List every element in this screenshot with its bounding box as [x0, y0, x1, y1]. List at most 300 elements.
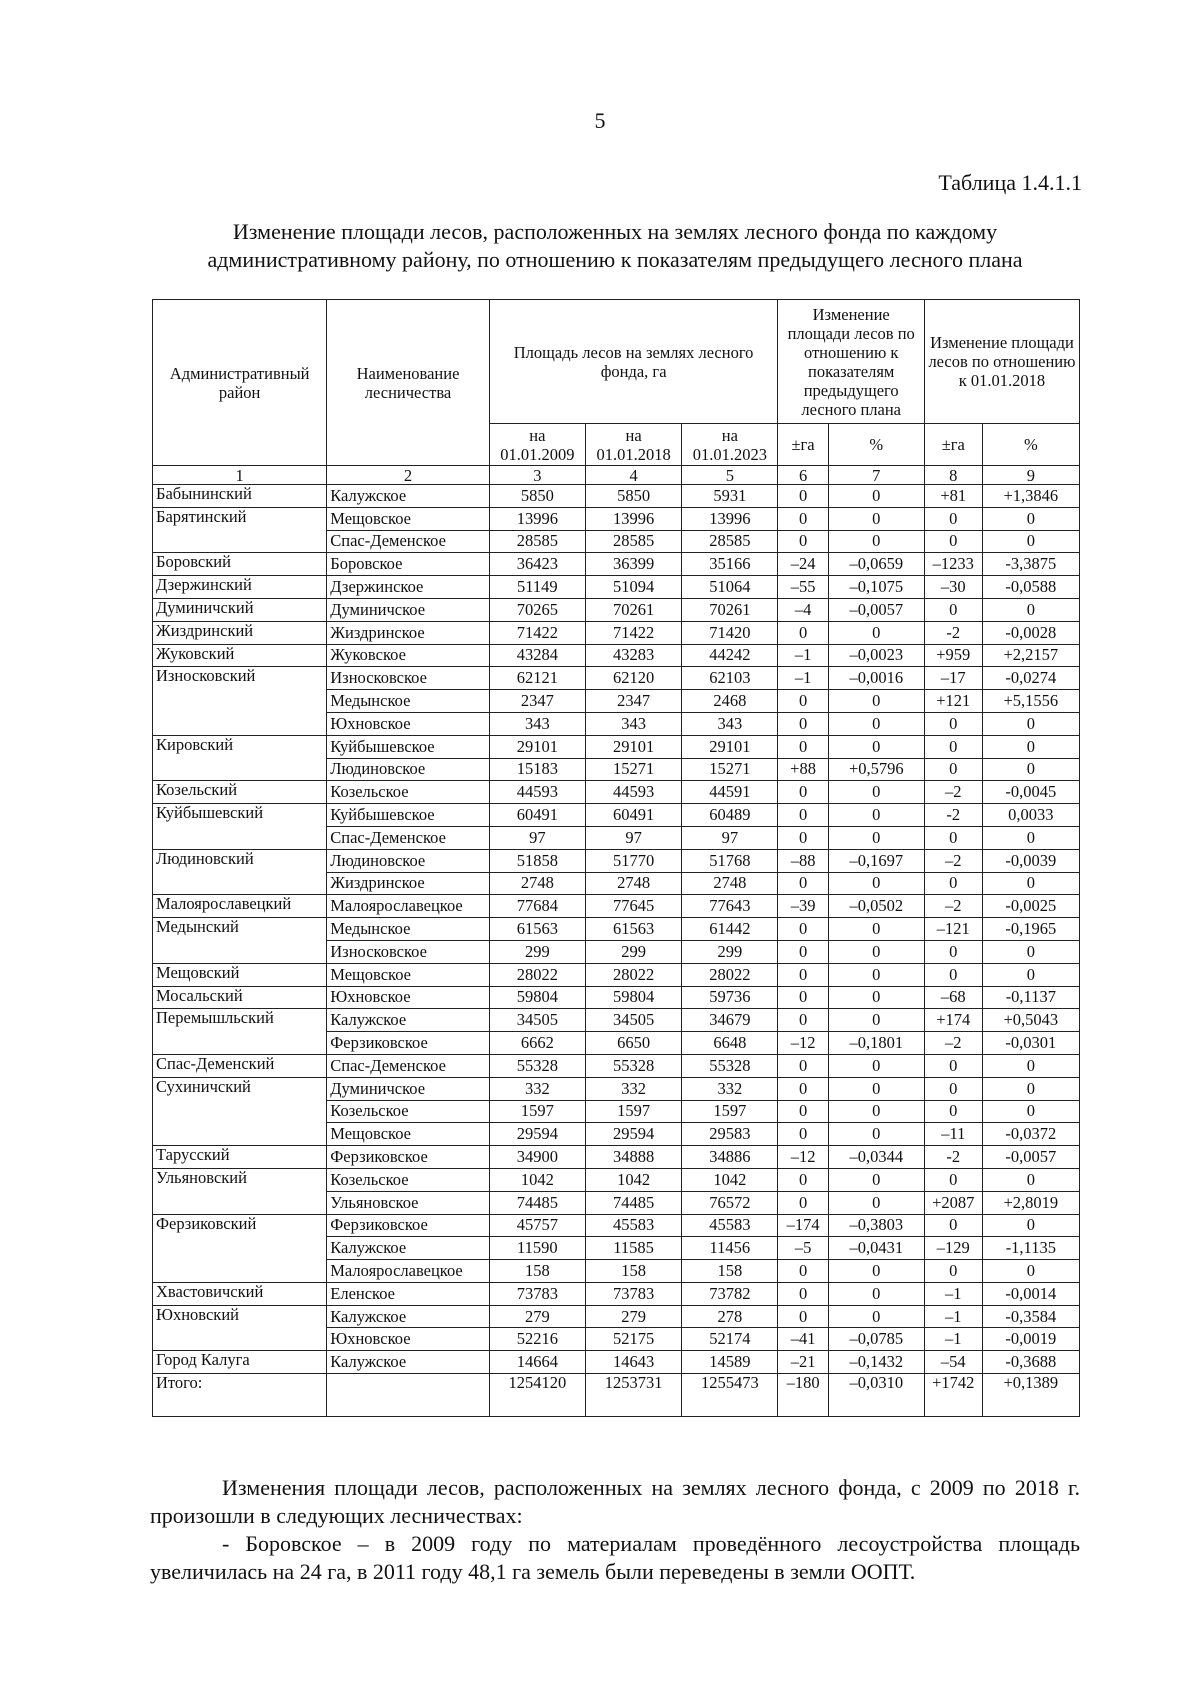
cell-change-pct-2018: 0 [982, 940, 1079, 963]
cell-forestry: Куйбышевское [327, 735, 490, 758]
cell-change-pct-2018: 0 [982, 872, 1079, 895]
cell-area-2009: 2748 [489, 872, 585, 895]
cell-forestry: Калужское [327, 1351, 490, 1374]
header-pct-2: % [982, 424, 1079, 466]
cell-area-2009: 71422 [489, 621, 585, 644]
cell-change-ha-prev: –55 [778, 576, 828, 599]
cell-area-2023: 29101 [682, 735, 778, 758]
cell-change-pct-prev: –0,1432 [828, 1351, 924, 1374]
cell-change-pct-2018: -0,0057 [982, 1146, 1079, 1169]
table-row [153, 986, 1080, 1009]
cell-area-2009: 28022 [489, 963, 585, 986]
cell-change-ha-prev: 0 [778, 530, 828, 553]
cell-forestry: Козельское [327, 781, 490, 804]
cell-change-pct-2018: 0 [982, 1214, 1079, 1237]
cell-change-pct-prev: 0 [828, 621, 924, 644]
total-area-2023: 1255473 [682, 1374, 778, 1417]
cell-area-2009: 29594 [489, 1123, 585, 1146]
cell-change-pct-prev: 0 [828, 1009, 924, 1032]
cell-area-2018: 14643 [585, 1351, 681, 1374]
cell-area-2023: 5931 [682, 485, 778, 508]
cell-change-ha-prev: 0 [778, 918, 828, 941]
cell-area-2009: 55328 [489, 1054, 585, 1077]
cell-area-2009: 5850 [489, 485, 585, 508]
cell-change-ha-2018: –1 [924, 1305, 982, 1328]
cell-change-pct-2018: 0 [982, 530, 1079, 553]
cell-forestry: Ферзиковское [327, 1032, 490, 1055]
cell-change-pct-2018: -3,3875 [982, 553, 1079, 576]
cell-change-ha-2018: –1 [924, 1328, 982, 1351]
cell-area-2018: 73783 [585, 1282, 681, 1305]
cell-change-ha-prev: 0 [778, 621, 828, 644]
cell-change-ha-prev: 0 [778, 781, 828, 804]
cell-change-ha-2018: –2 [924, 1032, 982, 1055]
cell-forestry: Боровское [327, 553, 490, 576]
cell-change-pct-2018: 0 [982, 1168, 1079, 1191]
cell-change-pct-prev: 0 [828, 872, 924, 895]
table-row [153, 598, 1080, 621]
cell-district: Ферзиковский [153, 1214, 327, 1282]
cell-area-2009: 45757 [489, 1214, 585, 1237]
cell-change-ha-2018: 0 [924, 598, 982, 621]
cell-forestry: Куйбышевское [327, 804, 490, 827]
cell-change-ha-2018: +174 [924, 1009, 982, 1032]
cell-area-2018: 62120 [585, 667, 681, 690]
table-row [153, 485, 1080, 508]
cell-area-2018: 43283 [585, 644, 681, 667]
cell-change-ha-2018: –17 [924, 667, 982, 690]
cell-change-ha-2018: –11 [924, 1123, 982, 1146]
cell-change-ha-prev: +88 [778, 758, 828, 781]
cell-change-ha-prev: 0 [778, 1009, 828, 1032]
cell-change-ha-2018: –2 [924, 895, 982, 918]
cell-change-ha-2018: +81 [924, 485, 982, 508]
cell-area-2023: 2748 [682, 872, 778, 895]
cell-area-2023: 278 [682, 1305, 778, 1328]
cell-area-2009: 6662 [489, 1032, 585, 1055]
table-row [153, 576, 1080, 599]
cell-change-ha-prev: 0 [778, 872, 828, 895]
cell-change-ha-2018: 0 [924, 758, 982, 781]
cell-change-pct-2018: -0,3688 [982, 1351, 1079, 1374]
cell-change-ha-2018: 0 [924, 826, 982, 849]
cell-area-2009: 51149 [489, 576, 585, 599]
column-index: 5 [682, 466, 778, 485]
cell-district: Жиздринский [153, 621, 327, 644]
cell-area-2018: 51770 [585, 849, 681, 872]
cell-area-2018: 59804 [585, 986, 681, 1009]
cell-change-pct-prev: –0,1075 [828, 576, 924, 599]
cell-district: Мосальский [153, 986, 327, 1009]
header-2018: на 01.01.2018 [585, 424, 681, 466]
cell-forestry: Жуковское [327, 644, 490, 667]
cell-forestry: Жиздринское [327, 872, 490, 895]
cell-area-2009: 1597 [489, 1100, 585, 1123]
cell-area-2009: 73783 [489, 1282, 585, 1305]
cell-area-2023: 6648 [682, 1032, 778, 1055]
cell-change-ha-2018: 0 [924, 872, 982, 895]
cell-change-pct-prev: 0 [828, 963, 924, 986]
cell-change-pct-2018: 0 [982, 1100, 1079, 1123]
cell-area-2018: 74485 [585, 1191, 681, 1214]
cell-area-2009: 299 [489, 940, 585, 963]
cell-area-2023: 343 [682, 712, 778, 735]
column-index: 8 [924, 466, 982, 485]
cell-change-pct-2018: -0,0588 [982, 576, 1079, 599]
cell-forestry: Износковское [327, 940, 490, 963]
cell-change-pct-2018: 0 [982, 507, 1079, 530]
cell-area-2018: 299 [585, 940, 681, 963]
cell-change-ha-prev: 0 [778, 1100, 828, 1123]
cell-change-pct-prev: –0,0659 [828, 553, 924, 576]
cell-change-pct-prev: 0 [828, 690, 924, 713]
header-ha-1: ±га [778, 424, 828, 466]
cell-district: Думиничский [153, 598, 327, 621]
cell-area-2018: 70261 [585, 598, 681, 621]
cell-area-2009: 97 [489, 826, 585, 849]
cell-change-pct-2018: 0 [982, 1260, 1079, 1283]
table-body [153, 485, 1080, 1417]
cell-change-pct-prev: 0 [828, 712, 924, 735]
cell-change-ha-prev: –88 [778, 849, 828, 872]
cell-change-pct-prev: –0,0023 [828, 644, 924, 667]
cell-area-2009: 1042 [489, 1168, 585, 1191]
cell-area-2018: 343 [585, 712, 681, 735]
cell-change-ha-prev: 0 [778, 963, 828, 986]
column-index: 6 [778, 466, 828, 485]
cell-change-pct-prev: 0 [828, 1100, 924, 1123]
cell-change-ha-prev: 0 [778, 507, 828, 530]
cell-area-2018: 1042 [585, 1168, 681, 1191]
cell-change-ha-2018: 0 [924, 940, 982, 963]
page-number: 5 [594, 108, 606, 133]
cell-change-pct-2018: 0,0033 [982, 804, 1079, 827]
column-index-row [153, 466, 1080, 485]
cell-change-ha-2018: –68 [924, 986, 982, 1009]
cell-change-ha-prev: –4 [778, 598, 828, 621]
cell-change-ha-2018: –54 [924, 1351, 982, 1374]
cell-change-pct-prev: 0 [828, 1260, 924, 1283]
cell-change-pct-2018: -0,0039 [982, 849, 1079, 872]
cell-area-2018: 5850 [585, 485, 681, 508]
cell-area-2018: 28585 [585, 530, 681, 553]
cell-change-pct-prev: –0,0344 [828, 1146, 924, 1169]
total-change-pct-2018: +0,1389 [982, 1374, 1079, 1417]
cell-area-2009: 51858 [489, 849, 585, 872]
cell-change-ha-2018: -2 [924, 1146, 982, 1169]
paragraph-changes-intro: Изменения площади лесов, расположенных на землях лесного фонда, с 2009 по 2018 г. произошли в следующих лесничествах: [150, 1475, 1080, 1528]
header-2023: на 01.01.2023 [682, 424, 778, 466]
cell-change-ha-2018: 0 [924, 712, 982, 735]
caption-line-2: административному району, по отношению к показателям предыдущего лесного плана [207, 247, 1023, 272]
cell-forestry: Спас-Деменское [327, 826, 490, 849]
cell-area-2023: 15271 [682, 758, 778, 781]
cell-area-2023: 35166 [682, 553, 778, 576]
cell-area-2009: 28585 [489, 530, 585, 553]
cell-change-pct-2018: -0,0028 [982, 621, 1079, 644]
cell-district: Боровский [153, 553, 327, 576]
cell-forestry: Думиничское [327, 598, 490, 621]
cell-change-ha-prev: 0 [778, 1305, 828, 1328]
cell-district: Бабынинский [153, 485, 327, 508]
cell-area-2023: 28022 [682, 963, 778, 986]
cell-forestry: Козельское [327, 1100, 490, 1123]
cell-change-pct-2018: -0,0274 [982, 667, 1079, 690]
cell-forestry: Людиновское [327, 758, 490, 781]
cell-area-2023: 299 [682, 940, 778, 963]
cell-area-2009: 60491 [489, 804, 585, 827]
cell-area-2018: 29594 [585, 1123, 681, 1146]
column-index: 1 [153, 466, 327, 485]
cell-change-ha-2018: 0 [924, 735, 982, 758]
cell-forestry: Юхновское [327, 986, 490, 1009]
cell-change-ha-2018: +121 [924, 690, 982, 713]
total-change-ha-prev: –180 [778, 1374, 828, 1417]
cell-area-2009: 11590 [489, 1237, 585, 1260]
cell-change-pct-2018: +2,2157 [982, 644, 1079, 667]
cell-change-pct-2018: -0,0372 [982, 1123, 1079, 1146]
cell-area-2023: 73782 [682, 1282, 778, 1305]
cell-forestry: Ферзиковское [327, 1214, 490, 1237]
cell-change-pct-2018: -0,3584 [982, 1305, 1079, 1328]
table-row [153, 553, 1080, 576]
cell-area-2009: 2347 [489, 690, 585, 713]
cell-change-ha-2018: 0 [924, 963, 982, 986]
cell-district: Жуковский [153, 644, 327, 667]
cell-change-ha-2018: -2 [924, 804, 982, 827]
cell-change-pct-2018: 0 [982, 712, 1079, 735]
cell-area-2023: 2468 [682, 690, 778, 713]
cell-change-ha-prev: 0 [778, 735, 828, 758]
cell-forestry: Спас-Деменское [327, 530, 490, 553]
cell-area-2023: 1042 [682, 1168, 778, 1191]
column-index: 7 [828, 466, 924, 485]
cell-change-ha-2018: 0 [924, 1214, 982, 1237]
cell-area-2023: 1597 [682, 1100, 778, 1123]
cell-change-ha-2018: –30 [924, 576, 982, 599]
total-district: Итого: [153, 1374, 327, 1417]
cell-change-ha-2018: –129 [924, 1237, 982, 1260]
cell-change-ha-prev: 0 [778, 712, 828, 735]
cell-change-ha-prev: –12 [778, 1146, 828, 1169]
total-area-2009: 1254120 [489, 1374, 585, 1417]
cell-change-pct-prev: 0 [828, 1077, 924, 1100]
cell-change-pct-prev: –0,1697 [828, 849, 924, 872]
cell-change-ha-prev: –24 [778, 553, 828, 576]
cell-change-ha-prev: 0 [778, 1168, 828, 1191]
cell-change-pct-2018: +1,3846 [982, 485, 1079, 508]
cell-change-pct-prev: –0,0431 [828, 1237, 924, 1260]
table-row [153, 1009, 1080, 1032]
cell-area-2018: 332 [585, 1077, 681, 1100]
cell-change-ha-prev: 0 [778, 690, 828, 713]
cell-district: Тарусский [153, 1146, 327, 1169]
cell-forestry: Износковское [327, 667, 490, 690]
cell-change-pct-prev: –0,0785 [828, 1328, 924, 1351]
cell-area-2018: 15271 [585, 758, 681, 781]
cell-change-ha-2018: 0 [924, 1100, 982, 1123]
header-district: Административный район [153, 300, 327, 466]
cell-forestry: Медынское [327, 918, 490, 941]
cell-area-2009: 43284 [489, 644, 585, 667]
cell-area-2023: 44242 [682, 644, 778, 667]
cell-area-2023: 61442 [682, 918, 778, 941]
cell-change-pct-2018: 0 [982, 1077, 1079, 1100]
cell-change-ha-prev: –5 [778, 1237, 828, 1260]
cell-forestry: Мещовское [327, 963, 490, 986]
cell-change-pct-prev: 0 [828, 781, 924, 804]
cell-forestry: Малоярославецкое [327, 895, 490, 918]
cell-change-pct-2018: +0,5043 [982, 1009, 1079, 1032]
cell-area-2023: 34679 [682, 1009, 778, 1032]
column-index: 9 [982, 466, 1079, 485]
cell-area-2018: 77645 [585, 895, 681, 918]
cell-district: Хвастовичский [153, 1282, 327, 1305]
cell-change-pct-prev: –0,0057 [828, 598, 924, 621]
cell-change-pct-2018: -0,0301 [982, 1032, 1079, 1055]
cell-area-2023: 45583 [682, 1214, 778, 1237]
cell-area-2018: 61563 [585, 918, 681, 941]
table-row [153, 1146, 1080, 1169]
table-row [153, 918, 1080, 941]
cell-district: Ульяновский [153, 1168, 327, 1214]
cell-change-ha-prev: 0 [778, 826, 828, 849]
cell-area-2023: 60489 [682, 804, 778, 827]
cell-change-ha-2018: +959 [924, 644, 982, 667]
cell-change-pct-prev: 0 [828, 1123, 924, 1146]
cell-district: Спас-Деменский [153, 1054, 327, 1077]
cell-area-2009: 61563 [489, 918, 585, 941]
caption-line-1: Изменение площади лесов, расположенных на землях лесного фонда по каждому [232, 219, 998, 244]
cell-change-pct-2018: -0,1965 [982, 918, 1079, 941]
cell-area-2018: 28022 [585, 963, 681, 986]
cell-area-2018: 36399 [585, 553, 681, 576]
forest-area-table [152, 299, 1080, 1417]
cell-district: Мещовский [153, 963, 327, 986]
cell-change-pct-2018: -0,0014 [982, 1282, 1079, 1305]
cell-change-pct-prev: 0 [828, 735, 924, 758]
cell-change-ha-2018: –1 [924, 1282, 982, 1305]
table-row [153, 1054, 1080, 1077]
table-label: Таблица 1.4.1.1 [938, 170, 1082, 195]
total-change-pct-prev: –0,0310 [828, 1374, 924, 1417]
cell-area-2023: 76572 [682, 1191, 778, 1214]
table-row [153, 1168, 1080, 1191]
cell-area-2023: 55328 [682, 1054, 778, 1077]
header-change-2018: Изменение площади лесов по отношению к 01.01.2018 [924, 300, 1079, 424]
cell-change-ha-2018: 0 [924, 1077, 982, 1100]
cell-area-2023: 34886 [682, 1146, 778, 1169]
cell-forestry: Людиновское [327, 849, 490, 872]
cell-area-2009: 15183 [489, 758, 585, 781]
header-area: Площадь лесов на землях лесного фонда, га [489, 300, 778, 424]
cell-change-pct-2018: +2,8019 [982, 1191, 1079, 1214]
cell-area-2023: 332 [682, 1077, 778, 1100]
cell-area-2009: 14664 [489, 1351, 585, 1374]
cell-forestry: Ульяновское [327, 1191, 490, 1214]
header-change-prev: Изменение площади лесов по отношению к показателям предыдущего лесного плана [778, 300, 924, 424]
cell-area-2018: 29101 [585, 735, 681, 758]
cell-area-2023: 71420 [682, 621, 778, 644]
cell-change-ha-prev: –41 [778, 1328, 828, 1351]
cell-change-pct-prev: –0,0016 [828, 667, 924, 690]
cell-area-2009: 62121 [489, 667, 585, 690]
cell-area-2018: 158 [585, 1260, 681, 1283]
cell-district: Куйбышевский [153, 804, 327, 850]
table-row [153, 963, 1080, 986]
cell-change-ha-2018: -2 [924, 621, 982, 644]
table-row [153, 781, 1080, 804]
column-index: 2 [327, 466, 490, 485]
cell-district: Кировский [153, 735, 327, 781]
cell-area-2018: 60491 [585, 804, 681, 827]
cell-change-ha-prev: 0 [778, 485, 828, 508]
cell-change-ha-2018: 0 [924, 507, 982, 530]
cell-area-2023: 29583 [682, 1123, 778, 1146]
table-row [153, 507, 1080, 530]
cell-forestry: Калужское [327, 485, 490, 508]
cell-district: Козельский [153, 781, 327, 804]
cell-area-2018: 2347 [585, 690, 681, 713]
cell-forestry: Жиздринское [327, 621, 490, 644]
header-2009: на 01.01.2009 [489, 424, 585, 466]
cell-forestry: Мещовское [327, 1123, 490, 1146]
table-total-row [153, 1374, 1080, 1417]
cell-forestry: Еленское [327, 1282, 490, 1305]
cell-change-ha-2018: –2 [924, 849, 982, 872]
cell-change-ha-prev: –1 [778, 644, 828, 667]
cell-change-pct-prev: 0 [828, 1191, 924, 1214]
cell-area-2009: 29101 [489, 735, 585, 758]
cell-change-ha-prev: –1 [778, 667, 828, 690]
cell-area-2023: 62103 [682, 667, 778, 690]
cell-area-2009: 44593 [489, 781, 585, 804]
total-forestry [327, 1374, 490, 1417]
cell-change-ha-prev: 0 [778, 1077, 828, 1100]
cell-change-pct-2018: 0 [982, 598, 1079, 621]
cell-area-2009: 343 [489, 712, 585, 735]
cell-change-ha-2018: +2087 [924, 1191, 982, 1214]
cell-area-2023: 11456 [682, 1237, 778, 1260]
cell-area-2018: 51094 [585, 576, 681, 599]
cell-area-2018: 97 [585, 826, 681, 849]
table-row [153, 667, 1080, 690]
cell-area-2023: 51768 [682, 849, 778, 872]
total-area-2018: 1253731 [585, 1374, 681, 1417]
cell-change-pct-prev: –0,1801 [828, 1032, 924, 1055]
cell-change-pct-2018: -0,1137 [982, 986, 1079, 1009]
paragraph-borovskoe: - Боровское – в 2009 году по материалам проведённого лесоустройства площадь увеличилась на 24 га, в 2011 году 48,1 га земель были переведены в земли ООПТ. [150, 1531, 1080, 1584]
cell-change-pct-2018: -1,1135 [982, 1237, 1079, 1260]
cell-area-2018: 6650 [585, 1032, 681, 1055]
cell-change-pct-prev: 0 [828, 918, 924, 941]
header-forestry: Наименование лесничества [327, 300, 490, 466]
cell-district: Малоярославецкий [153, 895, 327, 918]
cell-change-pct-prev: 0 [828, 804, 924, 827]
cell-change-pct-prev: 0 [828, 1168, 924, 1191]
cell-change-pct-2018: -0,0019 [982, 1328, 1079, 1351]
cell-change-pct-prev: 0 [828, 485, 924, 508]
table-row [153, 644, 1080, 667]
table-row [153, 621, 1080, 644]
cell-forestry: Козельское [327, 1168, 490, 1191]
cell-area-2018: 34888 [585, 1146, 681, 1169]
cell-area-2018: 55328 [585, 1054, 681, 1077]
column-index: 4 [585, 466, 681, 485]
cell-area-2018: 34505 [585, 1009, 681, 1032]
cell-change-pct-2018: 0 [982, 735, 1079, 758]
cell-area-2018: 45583 [585, 1214, 681, 1237]
